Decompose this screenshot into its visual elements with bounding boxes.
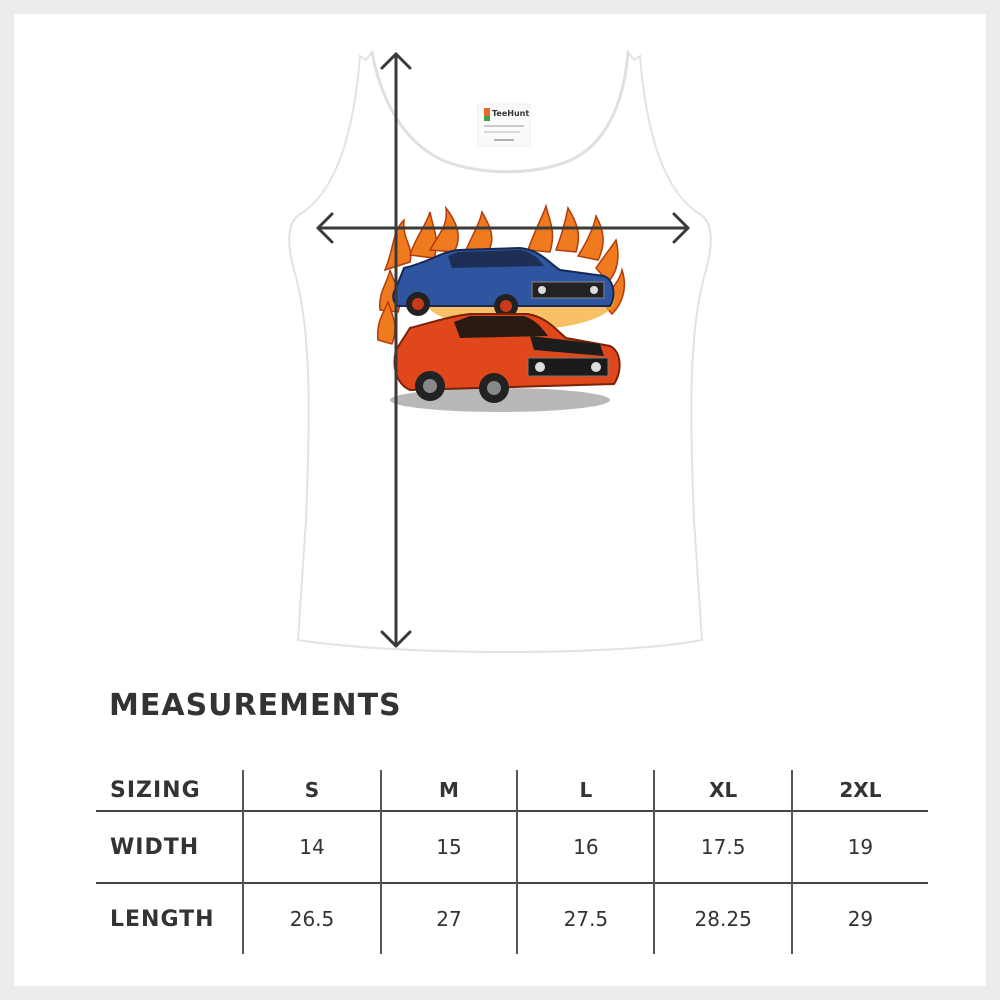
size-s: S <box>243 770 380 811</box>
width-xl: 17.5 <box>654 811 791 883</box>
length-row <box>96 883 928 954</box>
sizing-label: SIZING <box>110 777 201 803</box>
length-2xl: 29 <box>792 883 928 954</box>
size-xl: XL <box>654 770 791 811</box>
length-m: 27 <box>381 883 518 954</box>
width-2xl: 19 <box>792 811 928 883</box>
size-m: M <box>381 770 518 811</box>
size-chart-table <box>96 770 928 954</box>
width-s: 14 <box>243 811 380 883</box>
length-xl: 28.25 <box>654 883 791 954</box>
length-label: LENGTH <box>110 906 215 932</box>
width-row <box>96 811 928 883</box>
length-l: 27.5 <box>517 883 654 954</box>
width-m: 15 <box>381 811 518 883</box>
size-2xl: 2XL <box>792 770 928 811</box>
measurements-title: MEASUREMENTS <box>109 688 402 723</box>
size-l: L <box>517 770 654 811</box>
tag-brand-label: TeeHunt <box>492 109 530 118</box>
size-header-row <box>96 770 928 811</box>
width-l: 16 <box>517 811 654 883</box>
length-s: 26.5 <box>243 883 380 954</box>
width-label: WIDTH <box>110 834 200 860</box>
